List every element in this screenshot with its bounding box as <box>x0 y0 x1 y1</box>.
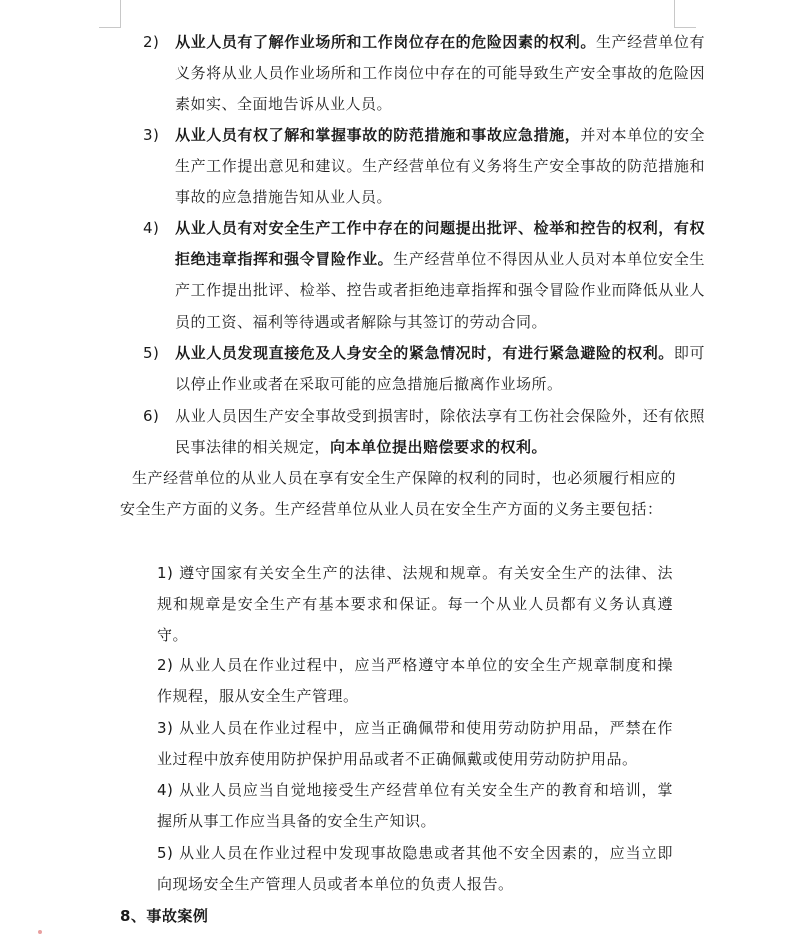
right-item-5 <box>143 338 705 400</box>
duty-item-2: 2) 从业人员在作业过程中，应当严格遵守本单位的安全生产规章制度和操作规程，服从安全生产管理。 <box>157 656 673 706</box>
crop-mark-top-right <box>674 0 696 28</box>
right-bold-text: 从业人员有对安全生产工作中存在的问题提出批评、检举和控告的权利，有权拒绝违章指挥和强令冒险作业。 <box>175 219 705 269</box>
right-text: 生产经营单位有义务将从业人员作业场所和工作岗位中存在的可能导致生产安全事故的危险因素如实、全面地告诉从业人员。 <box>175 33 705 114</box>
right-text: 并对本单位的安全生产工作提出意见和建议。生产经营单位有义务将生产安全事故的防范措施和事故的应急措施告知从业人员。 <box>175 126 705 207</box>
duty-item-5: 5) 从业人员在作业过程中发现事故隐患或者其他不安全因素的，应当立即向现场安全生产管理人员或者本单位的负责人报告。 <box>157 844 673 894</box>
section-heading: 8、事故案例 <box>120 907 209 925</box>
right-number: 3) <box>143 126 160 144</box>
right-item-3 <box>143 120 705 214</box>
right-number: 4) <box>143 219 160 237</box>
right-text: 即可以停止作业或者在采取可能的应急措施后撤离作业场所。 <box>175 344 705 394</box>
right-bold-text: 从业人员有权了解和掌握事故的防范措施和事故应急措施， <box>175 126 581 144</box>
duty-item-3: 3) 从业人员在作业过程中，应当正确佩带和使用劳动防护用品，严禁在作业过程中放弃使用防护保护用品或者不正确佩戴或使用劳动防护用品。 <box>157 719 673 769</box>
right-bold-text: 从业人员发现直接危及人身安全的紧急情况时，有进行紧急避险的权利。 <box>175 344 674 362</box>
right-item-2 <box>143 27 705 121</box>
crop-mark-top-left <box>99 0 121 28</box>
right-number: 5) <box>143 344 160 362</box>
right-number: 2) <box>143 33 160 51</box>
margin-dot <box>38 930 42 934</box>
duty-item-1: 1) 遵守国家有关安全生产的法律、法规和规章。有关安全生产的法律、法规和规章是安全生产有基本要求和保证。每一个从业人员都有义务认真遵守。 <box>157 564 673 645</box>
right-number: 6) <box>143 407 160 425</box>
right-item-4 <box>143 213 705 338</box>
right-bold-text: 从业人员有了解作业场所和工作岗位存在的危险因素的权利。 <box>175 33 596 51</box>
duty-item-4: 4) 从业人员应当自觉地接受生产经营单位有关安全生产的教育和培训，掌握所从事工作应当具备的安全生产知识。 <box>157 781 673 831</box>
right-text: 生产经营单位不得因从业人员对本单位安全生产工作提出批评、检举、控告或者拒绝违章指挥和强令冒险作业而降低从业人员的工资、福利等待遇或者解除与其签订的劳动合同。 <box>175 250 705 331</box>
duties-intro-paragraph: 生产经营单位的从业人员在享有安全生产保障的权利的同时，也必须履行相应的安全生产方面的义务。生产经营单位从业人员在安全生产方面的义务主要包括： <box>120 469 676 519</box>
right-text: 从业人员因生产安全事故受到损害时，除依法享有工伤社会保险外，还有依照民事法律的相关规定， <box>175 407 705 457</box>
right-item-6 <box>143 401 705 463</box>
right-bold-text: 向本单位提出赔偿要求的权利。 <box>330 438 548 457</box>
